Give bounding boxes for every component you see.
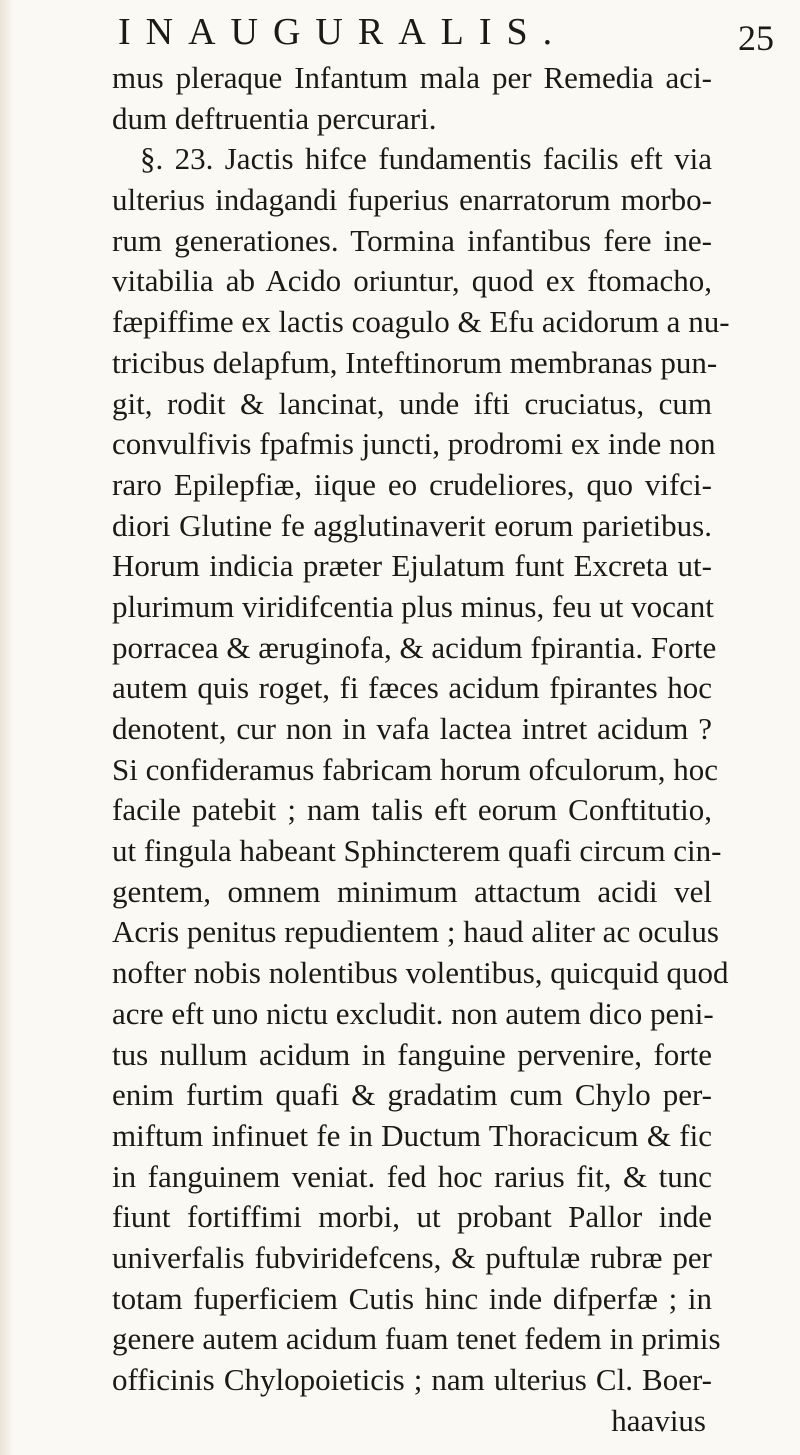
section-heading-line: §. 23. Jactis hifce fundamentis facilis eft via	[140, 141, 712, 177]
text-line: raro Epilepfiæ, iique eo crudeliores, quo vifci-	[112, 466, 712, 502]
text-line: facile patebit ; nam talis eft eorum Conftitutio,	[112, 792, 712, 828]
text-line: enim furtim quafi & gradatim cum Chylo per-	[112, 1077, 712, 1113]
page-number: 25	[738, 18, 774, 58]
text-line: fæpiffime ex lactis coagulo & Efu acidorum a nu-	[112, 304, 730, 340]
text-line: totam fuperficiem Cutis hinc inde difperfæ ; in	[112, 1280, 712, 1316]
text-line: acre eft uno nictu excludit. non autem dico peni-	[112, 995, 714, 1031]
text-line: porracea & æruginofa, & acidum fpirantia. Forte	[112, 629, 717, 665]
gutter-shadow	[0, 0, 14, 1455]
text-line: diori Glutine fe agglutinaverit eorum parietibus.	[112, 507, 712, 543]
text-line: miftum infinuet fe in Ductum Thoracicum & fic	[112, 1117, 712, 1153]
text-line: plurimum viridifcentia plus minus, feu ut vocant	[112, 588, 714, 624]
text-line: dum deftruentia percurari.	[112, 100, 437, 136]
text-line: Si confideramus fabricam horum ofculorum, hoc	[112, 751, 719, 787]
text-line: univerfalis fubviridefcens, & puftulæ rubræ per	[112, 1239, 712, 1275]
text-line: convulfivis fpafmis juncti, prodromi ex inde non	[112, 426, 716, 462]
text-line: officinis Chylopoieticis ; nam ulterius Cl. Boer-	[112, 1362, 712, 1397]
text-line: tus nullum acidum in fanguine pervenire, forte	[112, 1036, 712, 1072]
text-line: git, rodit & lancinat, unde ifti cruciatus, cum	[112, 385, 712, 421]
text-line: nofter nobis nolentibus volentibus, quicquid quod	[112, 955, 729, 991]
text-line: rum generationes. Tormina infantibus fere ine-	[112, 222, 712, 258]
text-line: ut fingula habeant Sphincterem quafi circum cin-	[112, 833, 722, 869]
text-line: genere autem acidum fuam tenet fedem in primis	[112, 1321, 721, 1357]
body-text	[112, 58, 730, 1441]
catchword: haavius	[611, 1402, 706, 1438]
text-line: tricibus delapfum, Inteftinorum membranas pun-	[112, 344, 718, 380]
text-line: gentem, omnem minimum attactum acidi vel	[112, 873, 712, 909]
text-line: Acris penitus repudientem ; haud aliter ac oculus	[112, 914, 719, 950]
running-title: INAUGURALIS.	[118, 11, 568, 53]
text-line: denotent, cur non in vafa lactea intret acidum ?	[112, 711, 712, 746]
text-line: in fanguinem veniat. fed hoc rarius fit, & tunc	[112, 1158, 712, 1194]
text-line: Horum indicia præter Ejulatum funt Excreta ut-	[112, 548, 712, 584]
text-line: vitabilia ab Acido oriuntur, quod ex ftomacho,	[112, 263, 712, 299]
text-line: mus pleraque Infantum mala per Remedia aci-	[112, 60, 712, 95]
text-line: fiunt fortiffimi morbi, ut probant Pallor inde	[112, 1199, 712, 1235]
text-line: ulterius indagandi fuperius enarratorum morbo-	[112, 182, 712, 218]
text-line: autem quis roget, fi fæces acidum fpirantes hoc	[112, 670, 712, 706]
